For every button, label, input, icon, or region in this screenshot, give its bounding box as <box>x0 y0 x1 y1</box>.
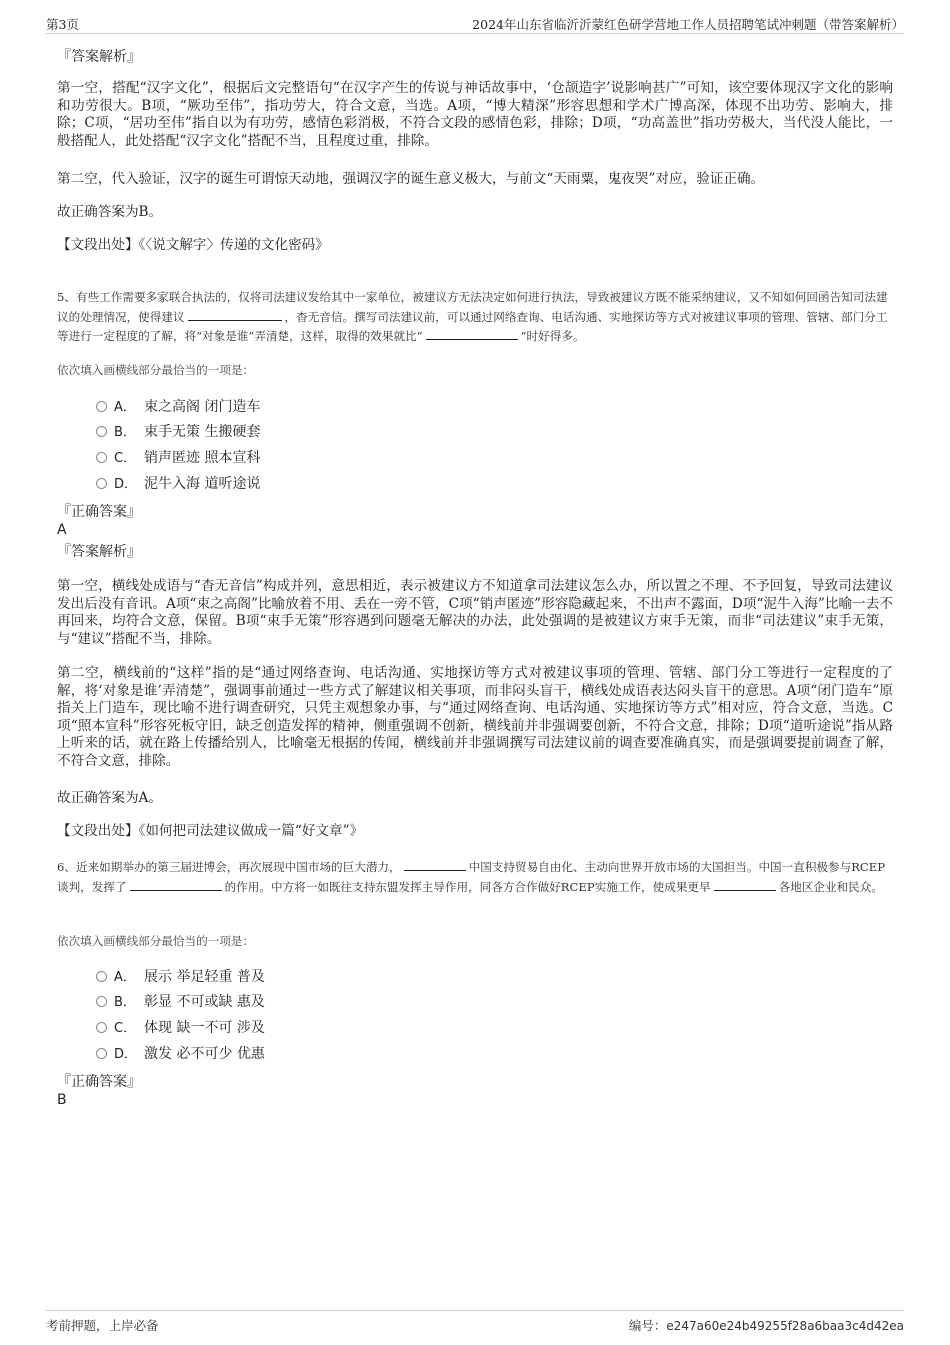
radio-icon[interactable] <box>96 401 107 412</box>
radio-icon[interactable] <box>96 1022 107 1033</box>
radio-icon[interactable] <box>96 971 107 982</box>
analysis-label: 『答案解析』 <box>57 49 141 65</box>
correct-answer-label: 『正确答案』 <box>57 1074 141 1090</box>
radio-icon[interactable] <box>96 426 107 437</box>
source: 【文段出处】《如何把司法建议做成一篇“好文章”》 <box>57 823 364 839</box>
radio-icon[interactable] <box>96 1048 107 1059</box>
footer-slogan: 考前押题，上岸必备 <box>46 1318 159 1333</box>
analysis-label: 『答案解析』 <box>57 544 141 560</box>
analysis-paragraph: 第二空，横线前的“这样”指的是“通过网络查询、电话沟通、实地探访等方式对被建议事项的管理、管辖、部门分工等进行一定程度的了解，将‘对象是谁’弄清楚”，强调事前通过一些方式了解建议相关事项，而非闷头盲干，横线处成语表达闷头盲干的意思。A项“闭门造车”原指关上门造车，现比喻不进行调查研究，只凭主观想象办事，与“通过网络查询、电话沟通、实地探访等方式”相对应，符合文意，当选。C项“照本宣科”形容死板守旧，缺乏创造发挥的精神，侧重强调不创新，横线前并非强调要创新，不符合文意，排除；D项“道听途说”指从路上听来的话，就在路上传播给别人，比喻毫无根据的传闻，横线前并非强调撰写司法建议前的调查要准确真实，而是强调要提前调查了解，不符合文意，排除。 <box>57 665 893 769</box>
document-title: 2024年山东省临沂沂蒙红色研学营地工作人员招聘笔试冲刺题（带答案解析） <box>472 17 904 32</box>
question-6-text: 6、近来如期举办的第三届进博会，再次展现中国市场的巨大潜力， 中国支持贸易自由化、主动向世界开放市场的大国担当。中国一直积极参与RCEP谈判，发挥了 的作用。中方将一如既往支持东盟发挥主导作用，同各方合作做好RCEP实施工作，使成果更早 各地区企业和民众。 <box>57 860 886 894</box>
fill-blank <box>188 308 282 321</box>
option-c[interactable]: C． 销声匿迹 照本宣科 <box>96 448 260 468</box>
option-a[interactable]: A． 展示 举足轻重 普及 <box>96 967 265 987</box>
option-b[interactable]: B． 束手无策 生搬硬套 <box>96 422 260 442</box>
correct-answer: A <box>57 522 67 538</box>
question-5-text: 5、有些工作需要多家联合执法的，仅将司法建议发给其中一家单位，被建议方无法决定如何进行执法，导致被建议方既不能采纳建议，又不知如何回函告知司法建议的处理情况，使得建议 ，杳无音信。撰写司法建议前，可以通过网络查询、电话沟通、实地探访等方式对被建议事项的管理、管辖、部门分工等进行一定程度的了解，将“对象是谁”弄清楚，这样，取得的效果就比“ ”时好得多。 <box>57 290 888 344</box>
radio-icon[interactable] <box>96 478 107 489</box>
option-c[interactable]: C． 体现 缺一不可 涉及 <box>96 1018 265 1038</box>
analysis-paragraph: 第二空，代入验证，汉字的诞生可谓惊天动地，强调汉字的诞生意义极大，与前文“天雨粟，鬼夜哭”对应，验证正确。 <box>57 171 765 187</box>
radio-icon[interactable] <box>96 452 107 463</box>
analysis-paragraph: 第一空，横线处成语与“杳无音信”构成并列，意思相近，表示被建议方不知道拿司法建议怎么办，所以置之不理、不予回复，导致司法建议发出后没有音讯。A项“束之高阁”比喻放着不用、丢在一旁不管，C项“销声匿迹”形容隐藏起来，不出声不露面，D项“泥牛入海”比喻一去不再回来，均符合文意，保留。B项“束手无策”形容遇到问题毫无解决的办法，此处强调的是被建议方束手无策，而非“司法建议”束手无策，与“建议”搭配不当，排除。 <box>57 578 893 647</box>
conclusion: 故正确答案为B。 <box>57 204 163 220</box>
fill-blank <box>130 878 222 891</box>
option-d[interactable]: D． 泥牛入海 道听途说 <box>96 474 260 494</box>
option-a[interactable]: A． 束之高阁 闭门造车 <box>96 397 260 417</box>
option-d[interactable]: D． 激发 必不可少 优惠 <box>96 1044 265 1064</box>
conclusion: 故正确答案为A。 <box>57 790 162 806</box>
page-header <box>46 13 904 34</box>
correct-answer: B <box>57 1092 67 1108</box>
question-prompt: 依次填入画横线部分最恰当的一项是： <box>57 934 255 948</box>
source: 【文段出处】《〈说文解字〉传递的文化密码》 <box>57 237 329 253</box>
correct-answer-label: 『正确答案』 <box>57 504 141 520</box>
document-code: 编号：e247a60e24b49255f28a6baa3c4d42ea <box>628 1318 904 1333</box>
fill-blank <box>404 858 466 871</box>
page-number: 第3页 <box>46 17 79 32</box>
fill-blank <box>426 327 518 340</box>
question-prompt: 依次填入画横线部分最恰当的一项是： <box>57 363 255 377</box>
analysis-paragraph: 第一空，搭配“汉字文化”，根据后文完整语句“在汉字产生的传说与神话故事中，‘仓颉造字’说影响甚广”可知，该空要体现汉字文化的影响和功劳很大。B项，“厥功至伟”，指功劳大，符合文意，当选。A项，“博大精深”形容思想和学术广博高深，体现不出功劳、影响大，排除；C项，“居功至伟”指自以为有功劳，感情色彩消极，不符合文段的感情色彩，排除；D项，“功高盖世”指功劳极大，当代没人能比，一般搭配人，此处搭配“汉字文化”搭配不当，且程度过重，排除。 <box>57 80 893 149</box>
page-footer <box>46 1310 904 1335</box>
radio-icon[interactable] <box>96 996 107 1007</box>
fill-blank <box>714 878 776 891</box>
option-b[interactable]: B． 彰显 不可或缺 惠及 <box>96 992 265 1012</box>
